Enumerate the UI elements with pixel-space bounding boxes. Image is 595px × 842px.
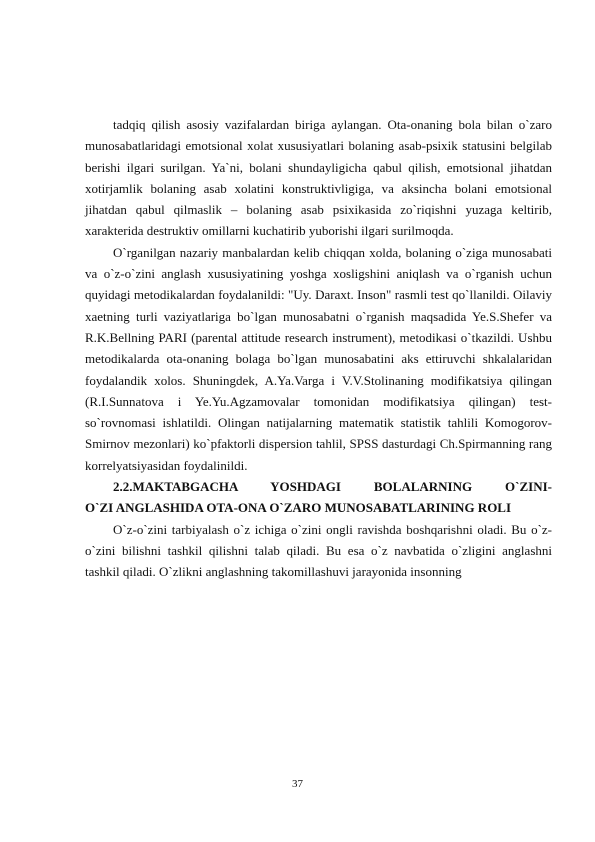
section-heading-line-1: 2.2.MAKTABGACHA YOSHDAGI BOLALARNING O`ZINI- xyxy=(113,479,552,495)
section-heading-line-2: O`ZI ANGLASHIDA OTA-ONA O`ZARO MUNOSABATLARINING ROLI xyxy=(85,500,512,516)
page-content xyxy=(85,114,552,583)
paragraph-2: O`rganilgan nazariy manbalardan kelib chiqqan xolda, bolaning o`ziga munosabati va o`z-o`zini anglash xususiyatining yoshga xosligshini aniqlash va o`rganish uchun quyidagi metodikalardan foydalanildi: "Uy. Daraxt. Inson" rasmli test qo`llanildi. Oilaviy xaetning turli vaziyatlariga bo`lgan munosabatni o`rganish maqsadida Ye.S.Shefer va R.K.Bellning PARI (parental attitude research instrument), metodikasi o`tkazildi. Ushbu metodikalarda ota-onaning bolaga bo`lgan munosabatini aks ettiruvchi shkalalaridan foydalandik xolos. Shuningdek, A.Ya.Varga i V.V.Stolinaning modifikatsiya qilingan (R.I.Sunnatova i Ye.Yu.Agzamovalar tomonidan modifikatsiya qilingan) test-so`rovnomasi ishlatildi. Olingan natijalarning matematik statistik tahlili Komogorov-Smirnov mezonlari) ko`pfaktorli dispersion tahlil, SPSS dasturdagi Ch.Spirmanning rang korrelyatsiyasidan foydalinildi. xyxy=(85,244,552,473)
page-number: 37 xyxy=(292,778,303,790)
section-heading xyxy=(85,476,552,519)
paragraph-1: tadqiq qilish asosiy vazifalardan biriga aylangan. Ota-onaning bola bilan o`zaro munosabatlaridagi emotsional xolat xususiyatlari bolaning asab-psixik statusini belgilab berishi ilgari surilgan. Ya`ni, bolani shundayligicha qabul qilish, emotsional jihatdan xotirjamlik bolaning asab xolatini konstruktivligiga, va aksincha bolani emotsional jihatdan qabul qilmaslik – bolaning asab psixikasida zo`riqishni yuzaga keltirib, xarakterida destruktiv omillarni kuchatirib yuborishi ilgari surilmoqda. xyxy=(85,117,552,239)
paragraph-3: O`z-o`zini tarbiyalash o`z ichiga o`zini ongli ravishda boshqarishni oladi. Bu o`z-o`zini bilishni tashkil qilishni talab qiladi. Bu esa o`z navbatida o`zligini anglashni tashkil qiladi. O`zlikni anglashning takomillashuvi jarayonida insonning xyxy=(85,521,552,580)
